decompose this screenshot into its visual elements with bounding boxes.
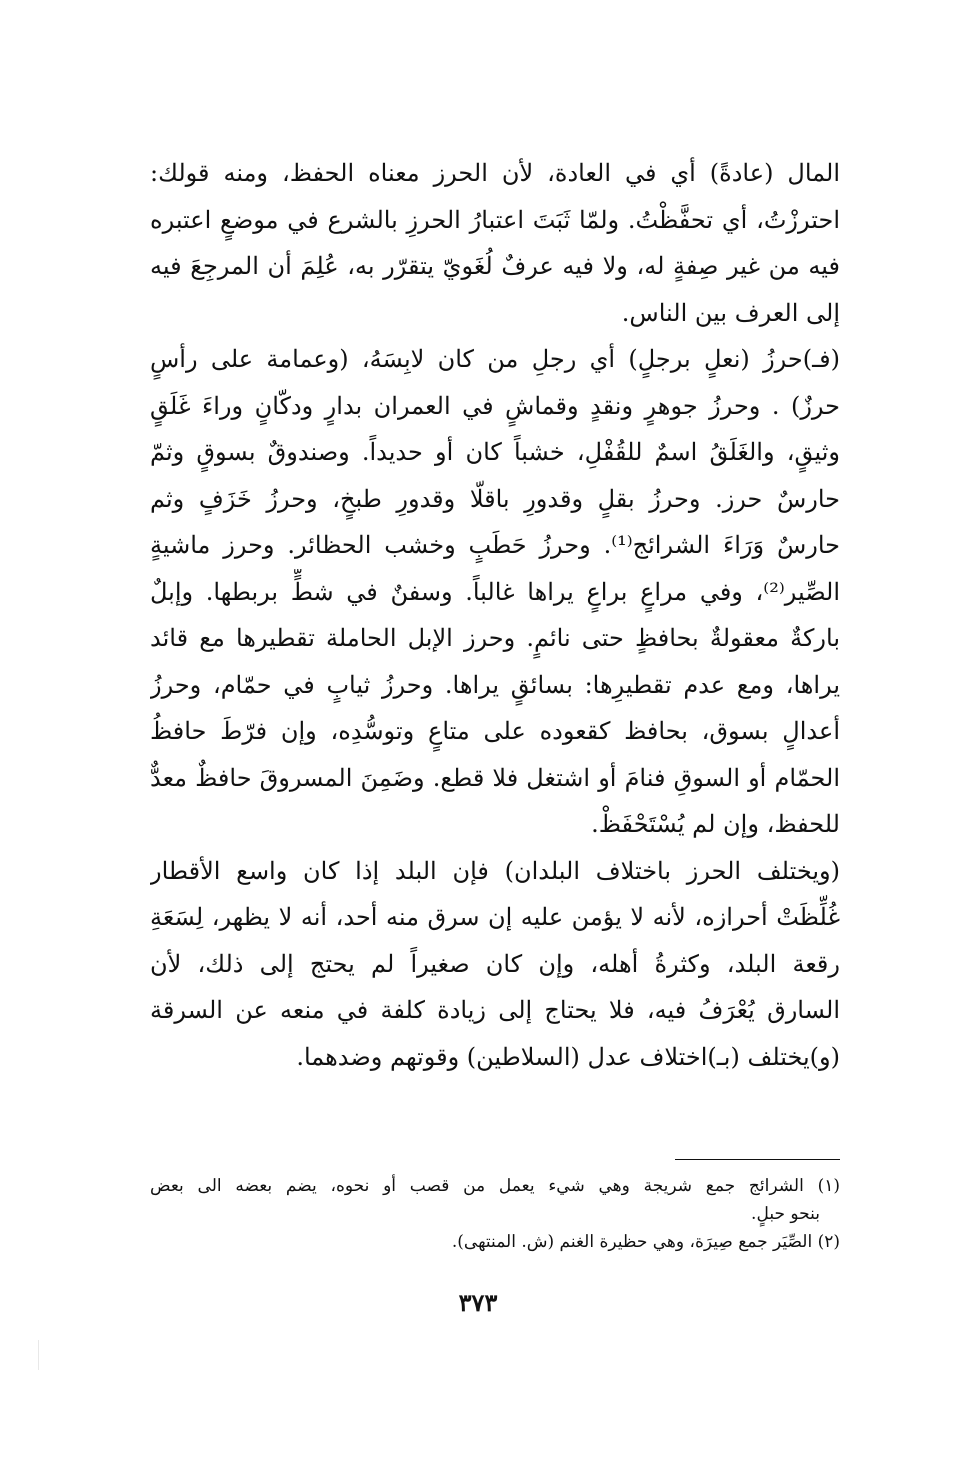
- footnote-line: بنحو حبلٍ.: [751, 1204, 820, 1224]
- text-line: يراها، ومع عدم تقطيرِها: بسائقٍ يراها. وحرزُ ثيابٍ في حمّام، وحرزُ: [150, 670, 840, 699]
- footnote-separator: [675, 1159, 840, 1160]
- footnotes: [150, 1172, 840, 1256]
- text-line: أعدالٍ بسوق، بحافظ كقعوده على متاعٍ وتوسُّدِه، وإن فرّطَ حافظُ: [150, 717, 840, 745]
- text-line: حارسٌ حرز. وحرزُ بقلٍ وقدورِ باقلّا وقدورِ طبخٍ، وحرزُ خَزَفٍ وثم: [150, 484, 840, 513]
- footnote-line: (٢) الصِّيَر جمع صِيرَة، وهي حظيرة الغنم (ش. المنتهى).: [451, 1232, 840, 1252]
- main-text: [150, 150, 840, 1080]
- text-line: حارسٌ وَرَاءَ الشرائج⁽¹⁾. وحرزُ حَطَبٍ وخشب الحظائر. وحرز ماشيةٍ: [150, 531, 840, 559]
- text-line: حرزٌ) . وحرزُ جوهرٍ ونقدٍ وقماشٍ في العمران بدارٍ ودكّانٍ وراءَ غَلَقٍ: [150, 391, 840, 420]
- footnote-line: (١) الشرائج جمع شريجة وهي شيء يعمل من قصب أو نحوه، يضم بعضه الى بعض: [150, 1176, 840, 1196]
- text-line: (و)يختلف (بـ)اختلاف عدل (السلاطين) وقوتهم وضدهما.: [296, 1042, 840, 1071]
- margin-mark: [38, 1340, 39, 1370]
- text-line: فيه من غير صِفةٍ له، ولا فيه عرفٌ لُغَويّ يتقرّر به، عُلِمَ أن المرجِعَ فيه: [150, 252, 840, 280]
- text-line: غُلِّظَتْ أحرازه، لأنه لا يؤمن عليه إن سرق منه أحد، أنه لا يظهر، لِسَعَةِ: [150, 903, 840, 931]
- text-line: (فـ)حرزُ (نعلٍ برجلٍ) أي رجلِ من كان لابِسَهُ، (وعمامة على رأسٍ: [150, 345, 840, 373]
- text-line: السارق يُعْرَفُ فيه، فلا يحتاج إلى زيادة كلفة في منعه عن السرقة: [150, 996, 840, 1024]
- text-line: باركةٌ معقولةٌ بحافظٍ حتى نائمٍ. وحرز الإبل الحاملة تقطيرها مع قائد: [150, 624, 840, 652]
- text-line: إلى العرف بين الناس.: [621, 298, 840, 327]
- text-line: الحمّام أو السوقِ فنامَ أو اشتغل فلا قطع. وضَمِنَ المسروقَ حافظٌ معدٌّ: [150, 763, 840, 792]
- text-line: احترزْتُ، أي تحفَّظْتُ. ولمّا ثَبَتَ اعتبارُ الحرزِ بالشرع في موضعٍ اعتبره: [150, 205, 840, 234]
- text-line: الصِّير⁽²⁾، وفي مراعٍ براعٍ يراها غالباً. وسفنٌ في شطٍّ بربطها. وإبلٌ: [150, 577, 840, 606]
- text-line: المال (عادةً) أي في العادة، لأن الحرز معناه الحفظ، ومنه قولك:: [150, 159, 840, 187]
- page-number: ٣٧٣: [458, 1288, 498, 1317]
- text-line: وثيقٍ، والغَلَقُ اسمٌ للقُفْلِ، خشباً كان أو حديداً. وصندوقٌ بسوقٍ وثمّ: [150, 438, 840, 466]
- text-line: (ويختلف الحرز باختلاف البلدان) فإن البلد إذا كان واسع الأقطار: [150, 856, 840, 885]
- text-line: للحفظ، وإن لم يُسْتَحْفَظْ.: [591, 810, 840, 838]
- text-line: رقعة البلد، وكثرةُ أهله، وإن كان صغيراً لم يحتج إلى ذلك، لأن: [150, 949, 840, 978]
